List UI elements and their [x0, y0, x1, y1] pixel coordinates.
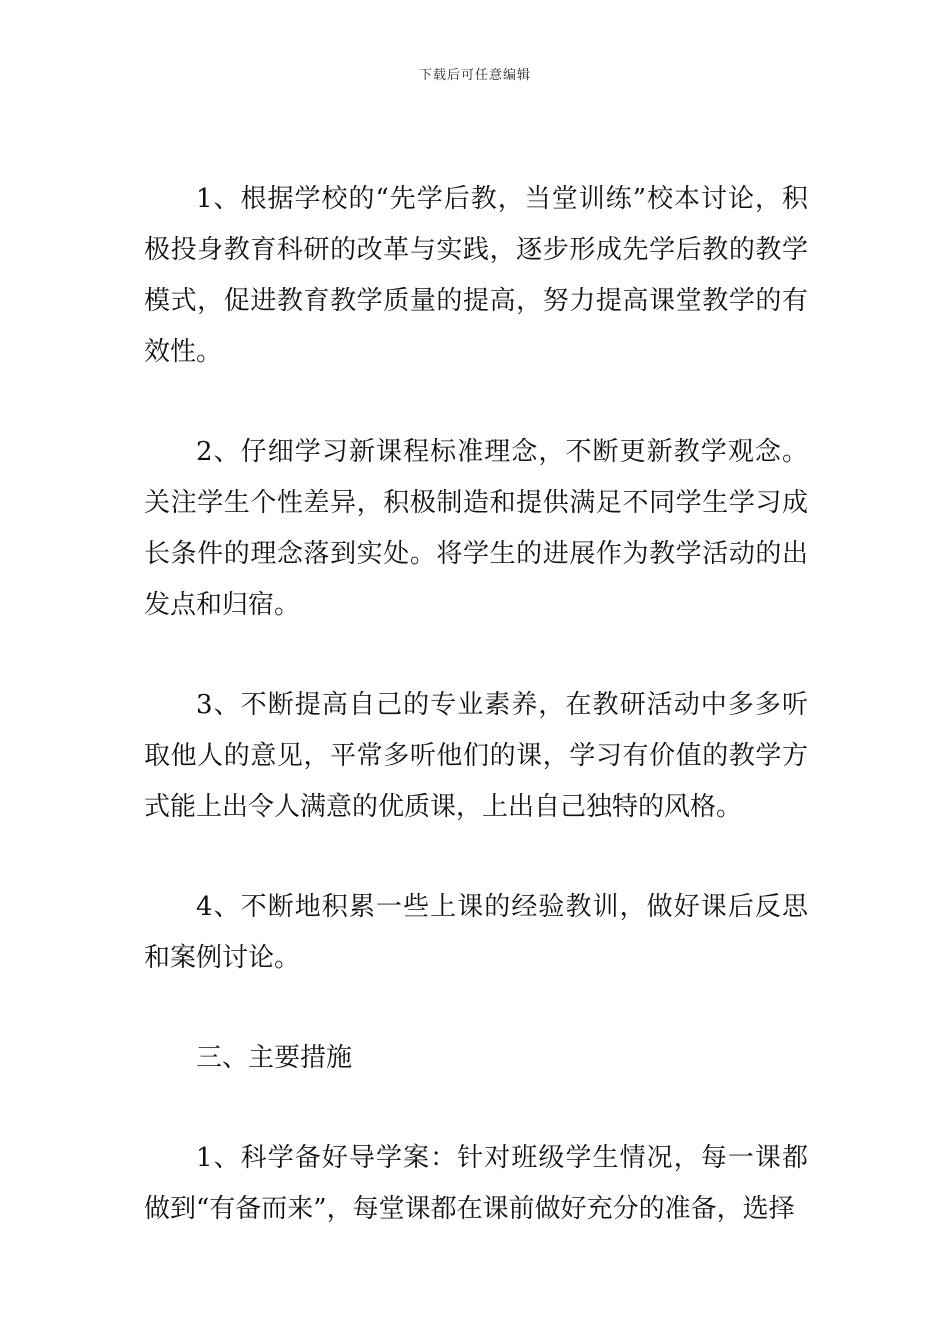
paragraph-1: 1、根据学校的“先学后教，当堂训练”校本讨论，积极投身教育科研的改革与实践，逐步形成先学后教的教学模式，促进教育教学质量的提高，努力提高课堂教学的有效性。	[144, 184, 808, 367]
paragraph-3: 3、不断提高自己的专业素养，在教研活动中多多听取他人的意见，平常多听他们的课，学习有价值的教学方式能上出令人满意的优质课，上出自己独特的风格。	[144, 690, 808, 822]
section-heading: 三、主要措施	[196, 1043, 353, 1073]
document-body	[144, 174, 808, 1284]
paragraph-5: 1、科学备好导学案：针对班级学生情况，每一课都做到“有备而来”，每堂课都在课前做好充分的准备，选择	[144, 1143, 808, 1224]
page-header: 下载后可任意编辑	[418, 68, 531, 83]
paragraph-2: 2、仔细学习新课程标准理念，不断更新教学观念。关注学生个性差异，积极制造和提供满足不同学生学习成长条件的理念落到实处。将学生的进展作为教学活动的出发点和归宿。	[144, 437, 808, 620]
paragraph-4: 4、不断地积累一些上课的经验教训，做好课后反思和案例讨论。	[144, 892, 808, 973]
